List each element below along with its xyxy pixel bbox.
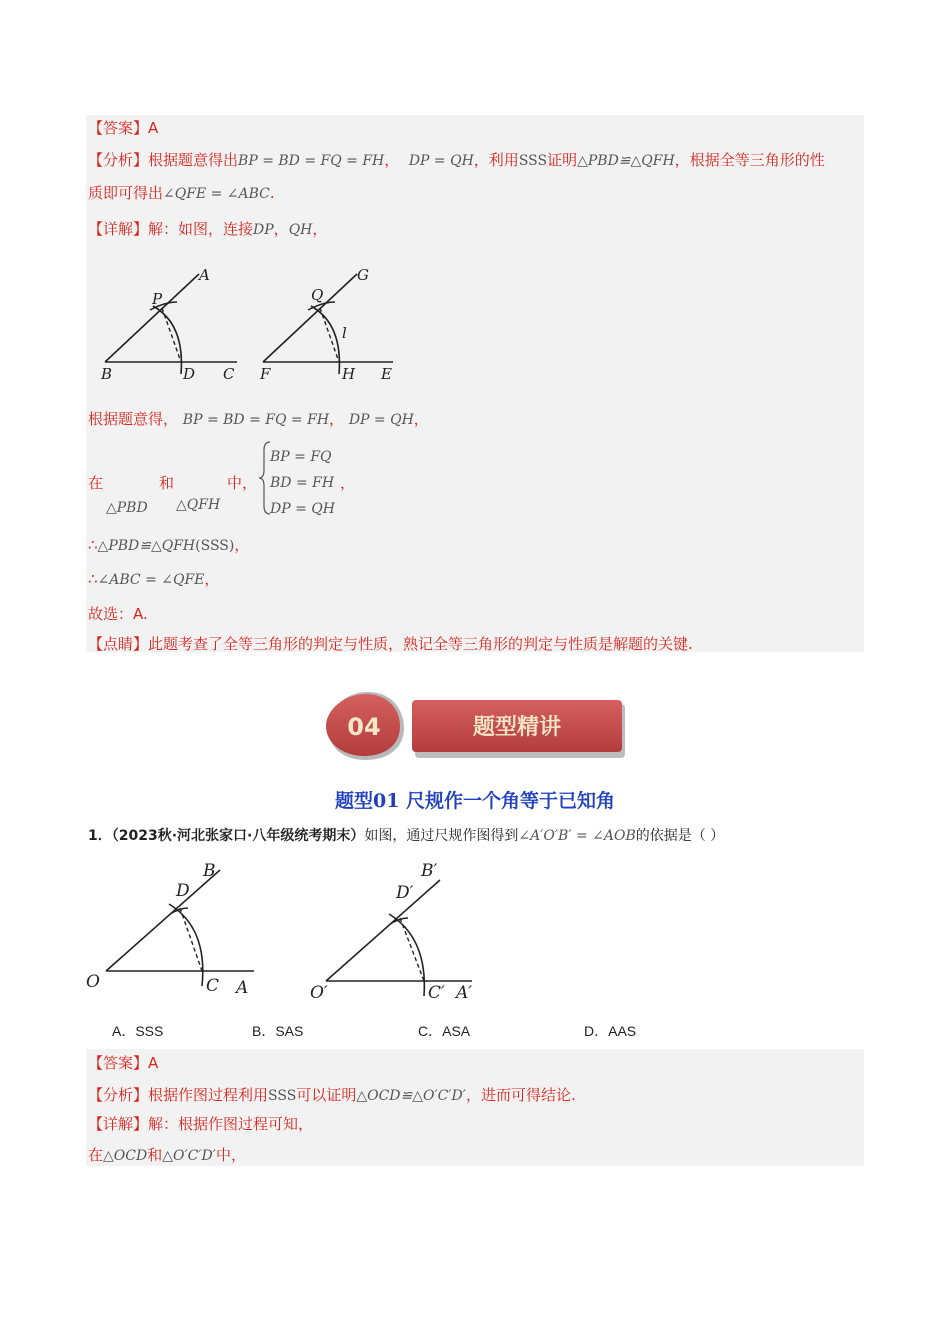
detail-line-1	[88, 219, 327, 240]
section-title: 题型01 尺规作一个角等于已知角	[334, 790, 616, 812]
point-line	[88, 634, 693, 654]
math-expression: △OCD	[103, 1148, 148, 1164]
badge-number: 04	[347, 713, 381, 741]
badge-label: 题型精讲	[472, 715, 562, 740]
analysis-text: 可以证明	[296, 1086, 357, 1104]
math-expression: △PBD≌△QFH	[577, 153, 675, 169]
math-expression: ∠QFE = ∠ABC	[163, 186, 270, 202]
analysis-text: 证明	[547, 151, 578, 169]
point-text: 此题考查了全等三角形的判定与性质，熟记全等三角形的判定与性质是解题的关键.	[148, 635, 693, 653]
therefore-symbol: ∴	[88, 536, 98, 554]
detail-tag: 【详解】	[88, 220, 149, 238]
detail-line-2	[88, 1114, 313, 1134]
text-zai: 在	[88, 1146, 104, 1164]
detail-text: 解：如图，连接	[148, 220, 254, 238]
math-expression: △OCD≌△O′C′D′	[356, 1088, 466, 1104]
therefore-symbol: ∴	[88, 570, 98, 588]
label-D: D	[176, 881, 190, 901]
math-expression: BP = BD = FQ = FH	[182, 412, 330, 428]
math-sss: SSS	[518, 153, 548, 169]
label-G: G	[357, 266, 369, 284]
punctuation: ，	[413, 410, 429, 428]
math-expression: QH	[288, 222, 313, 238]
given-line	[88, 409, 429, 430]
analysis-text: ，根据全等三角形的性	[674, 151, 825, 169]
dashed-dp	[162, 308, 181, 362]
analysis-tag: 【分析】	[88, 1086, 149, 1104]
answer-line-2	[88, 1053, 158, 1073]
last-line	[88, 1145, 246, 1166]
label-D-prime: D′	[396, 883, 414, 903]
label-C: C	[206, 976, 220, 996]
answer-tag: 【答案】	[88, 1054, 149, 1072]
analysis-tag: 【分析】	[88, 151, 149, 169]
conclusion-line-2	[88, 569, 219, 590]
construction-figure-2	[84, 856, 484, 1006]
math-expression: DP	[253, 222, 274, 238]
math-expression: DP = QH	[408, 153, 474, 169]
arc-pd	[153, 306, 181, 374]
label-H: H	[342, 365, 356, 383]
answer-tag: 【答案】	[88, 119, 149, 137]
ray-ba	[105, 274, 199, 362]
math-sss: (SSS)	[195, 538, 235, 554]
label-B: B	[203, 861, 216, 881]
text-he: 和	[159, 474, 175, 492]
math-expression: DP = QH	[348, 412, 414, 428]
math-expression: ∠ABC = ∠QFE	[97, 572, 205, 588]
question-source: （2023秋·河北张家口·八年级统考期末）	[111, 828, 365, 844]
analysis-line-1	[88, 150, 825, 171]
arc-d2c2	[389, 914, 424, 996]
option-b[interactable]: B．SAS	[252, 1023, 304, 1039]
punctuation: ，	[312, 220, 328, 238]
question-number: 1．	[88, 828, 112, 844]
label-F: F	[260, 365, 271, 383]
label-O: O	[86, 972, 100, 992]
triangle-pbd: △PBD	[106, 500, 148, 516]
text-zhong: 中，	[215, 1146, 246, 1164]
detail-tag: 【详解】	[88, 1115, 149, 1133]
punctuation: ，	[329, 410, 345, 428]
label-A-prime: A′	[456, 983, 473, 1003]
answer-value: A	[148, 119, 159, 137]
punctuation: ，	[340, 474, 356, 492]
text-zai: 在	[88, 474, 104, 492]
label-E: E	[381, 365, 392, 383]
punctuation: .	[269, 184, 275, 202]
punctuation: ，	[204, 570, 220, 588]
section-badge	[322, 690, 627, 762]
label-O-prime: O′	[310, 983, 328, 1003]
question-text: 的依据是（ ）	[635, 828, 725, 844]
label-l: l	[342, 324, 347, 342]
point-tag: 【点睛】	[88, 635, 149, 653]
detail-text: 解：根据作图过程可知，	[148, 1115, 314, 1133]
answer-value: A	[148, 1054, 159, 1072]
math-expression: BP = BD = FQ = FH	[238, 153, 385, 169]
analysis-line-3	[88, 1085, 576, 1106]
math-expression: ∠A′O′B′ = ∠AOB	[518, 828, 636, 844]
arc-l	[311, 306, 339, 374]
construction-figure-1	[95, 262, 405, 384]
label-A: A	[199, 266, 210, 284]
label-Q: Q	[311, 286, 324, 304]
analysis-text: 质即可得出	[88, 184, 164, 202]
option-c[interactable]: C．ASA	[418, 1023, 471, 1039]
triangle-qfh: △QFH	[176, 497, 221, 513]
equation-system	[270, 444, 335, 522]
punctuation: ，	[273, 220, 289, 238]
label-A: A	[236, 978, 249, 998]
conclusion-line-1	[88, 535, 249, 556]
ray-ob	[106, 870, 220, 971]
question-text: 如图，通过尺规作图得到	[364, 828, 519, 844]
label-C: C	[223, 365, 235, 383]
equation-1: BP = FQ	[270, 449, 332, 465]
ray-fg	[263, 274, 357, 362]
text-he: 和	[147, 1146, 163, 1164]
label-D: D	[183, 365, 196, 383]
math-expression: △O′C′D′	[162, 1148, 216, 1164]
analysis-line-2	[88, 183, 275, 204]
label-B-prime: B′	[421, 861, 438, 881]
option-d[interactable]: D．AAS	[584, 1023, 637, 1039]
math-expression: △PBD≌△QFH	[97, 538, 196, 554]
analysis-text: ，利用	[473, 151, 519, 169]
question-line	[88, 826, 724, 846]
math-sss: SSS	[268, 1088, 297, 1104]
text-zhong: 中，	[227, 474, 258, 492]
label-B: B	[101, 365, 113, 383]
option-a[interactable]: A．SSS	[112, 1023, 164, 1039]
equation-2: BD = FH	[270, 475, 335, 491]
equation-3: DP = QH	[270, 501, 335, 517]
analysis-text: 根据题意得出	[148, 151, 239, 169]
punctuation: ，	[384, 151, 400, 169]
given-text: 根据题意得，	[88, 410, 179, 428]
punctuation: ，	[234, 536, 250, 554]
analysis-text: 根据作图过程利用	[148, 1086, 269, 1104]
answer-line-1	[88, 118, 158, 138]
analysis-text: ，进而可得结论.	[465, 1086, 576, 1104]
choose-line: 故选：A.	[88, 605, 148, 623]
dashed-qh	[320, 308, 339, 362]
label-C-prime: C′	[428, 983, 445, 1003]
label-P: P	[152, 290, 163, 308]
dashed-d2c2	[400, 918, 424, 981]
arc-dc	[169, 904, 203, 986]
